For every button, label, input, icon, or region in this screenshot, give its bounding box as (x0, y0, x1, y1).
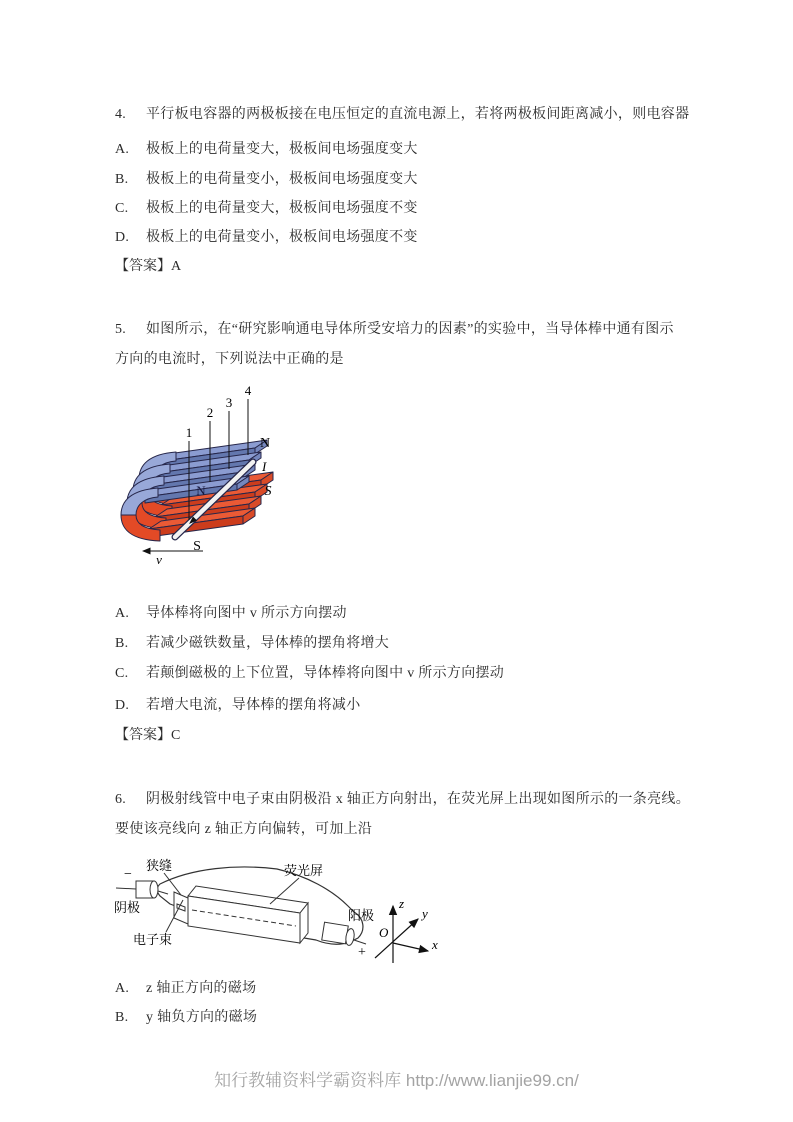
question-4-option-d (115, 226, 418, 246)
question-6-stem-line2 (115, 818, 372, 838)
question-5-option-a (115, 602, 347, 622)
option-text: y 轴负方向的磁场 (146, 1010, 258, 1025)
option-label: B. (115, 636, 129, 651)
magnet-experiment-diagram (115, 385, 315, 575)
z-axis-label: z (399, 896, 405, 911)
current-label: I (262, 459, 267, 474)
magnet-2-label: 2 (206, 405, 214, 420)
option-text: 极板上的电荷量变小，极板间电场强度变大 (146, 172, 418, 187)
minus-sign: − (124, 867, 132, 882)
option-text: 导体棒将向图中 v 所示方向摆动 (146, 606, 347, 621)
magnet-3-label: 3 (225, 395, 233, 410)
question-5-stem (115, 318, 674, 338)
option-label: B. (115, 1010, 129, 1025)
option-label: D. (115, 230, 130, 245)
question-5-stem-line2 (115, 348, 344, 368)
option-text: 极板上的电荷量变小，极板间电场强度不变 (146, 230, 418, 245)
option-text: 若颠倒磁极的上下位置，导体棒将向图中 v 所示方向摆动 (146, 666, 505, 681)
question-5-answer (115, 724, 180, 744)
option-label: A. (115, 981, 130, 996)
option-label: C. (115, 666, 129, 681)
question-5-number: 5. (115, 322, 127, 337)
cathode-label: 阴极 (114, 900, 141, 915)
question-5-stem-text: 如图所示，在“研究影响通电导体所受安培力的因素”的实验中，当导体棒中通有图示 (146, 322, 674, 337)
magnet-4-label: 4 (244, 385, 252, 398)
option-text: 若增大电流，导体棒的摆角将减小 (146, 698, 361, 713)
answer-label: 【答案】 (115, 728, 171, 743)
plus-sign: + (358, 945, 366, 960)
question-5-option-c (115, 662, 504, 682)
question-4-option-a (115, 138, 418, 158)
anode-electrode (322, 922, 366, 946)
south-pole-bottom-label: S (193, 539, 201, 554)
slit-plate (174, 892, 188, 924)
option-label: C. (115, 201, 129, 216)
question-5-stem2-text: 方向的电流时，下列说法中正确的是 (115, 352, 344, 367)
magnet-1-label: 1 (185, 425, 193, 440)
north-pole-top-label: N (259, 436, 271, 451)
coordinate-axes (375, 896, 438, 963)
question-4-option-c (115, 197, 418, 217)
screen-label: 荧光屏 (284, 863, 324, 878)
question-6-option-b (115, 1006, 257, 1026)
y-axis-label: y (422, 906, 428, 921)
answer-label: 【答案】 (115, 259, 171, 274)
option-text: 极板上的电荷量变大，极板间电场强度变大 (146, 142, 418, 157)
anode-label: 阳极 (348, 908, 375, 923)
answer-value: A (171, 259, 182, 274)
origin-label: O (379, 925, 389, 940)
question-4-stem (115, 103, 689, 123)
option-label: B. (115, 172, 129, 187)
option-text: 若减少磁铁数量，导体棒的摆角将增大 (146, 636, 390, 651)
velocity-label: v (156, 552, 162, 567)
question-4-option-b (115, 168, 418, 188)
x-axis-label: x (432, 937, 438, 952)
question-5-option-d (115, 694, 361, 714)
question-6-stem-text: 阴极射线管中电子束由阴极沿 x 轴正方向射出，在荧光屏上出现如图所示的一条亮线。 (146, 792, 690, 807)
question-6-number: 6. (115, 792, 127, 807)
answer-value: C (171, 728, 181, 743)
beam-label: 电子束 (133, 932, 173, 947)
question-4-number: 4. (115, 107, 127, 122)
cathode-ray-tube-diagram (112, 856, 457, 966)
question-6-stem (115, 788, 690, 808)
option-label: A. (115, 142, 130, 157)
south-pole-right-label: S (264, 484, 272, 499)
option-text: 极板上的电荷量变大，极板间电场强度不变 (146, 201, 418, 216)
slit-label: 狭缝 (146, 858, 173, 873)
option-label: D. (115, 698, 130, 713)
option-label: A. (115, 606, 130, 621)
question-4-stem-text: 平行板电容器的两极板接在电压恒定的直流电源上，若将两极板间距离减小，则电容器 (146, 107, 690, 122)
question-5-option-b (115, 632, 389, 652)
question-4-answer (115, 255, 181, 275)
site-watermark: 知行教辅资料学霸资料库 http://www.lianjie99.cn/ (214, 1071, 579, 1090)
question-6-stem2-text: 要使该亮线向 z 轴正方向偏转，可加上沿 (115, 822, 373, 837)
option-text: z 轴正方向的磁场 (146, 981, 257, 996)
question-6-option-a (115, 977, 256, 997)
screen-box (188, 886, 308, 943)
north-pole-mid-label: N (196, 483, 206, 498)
